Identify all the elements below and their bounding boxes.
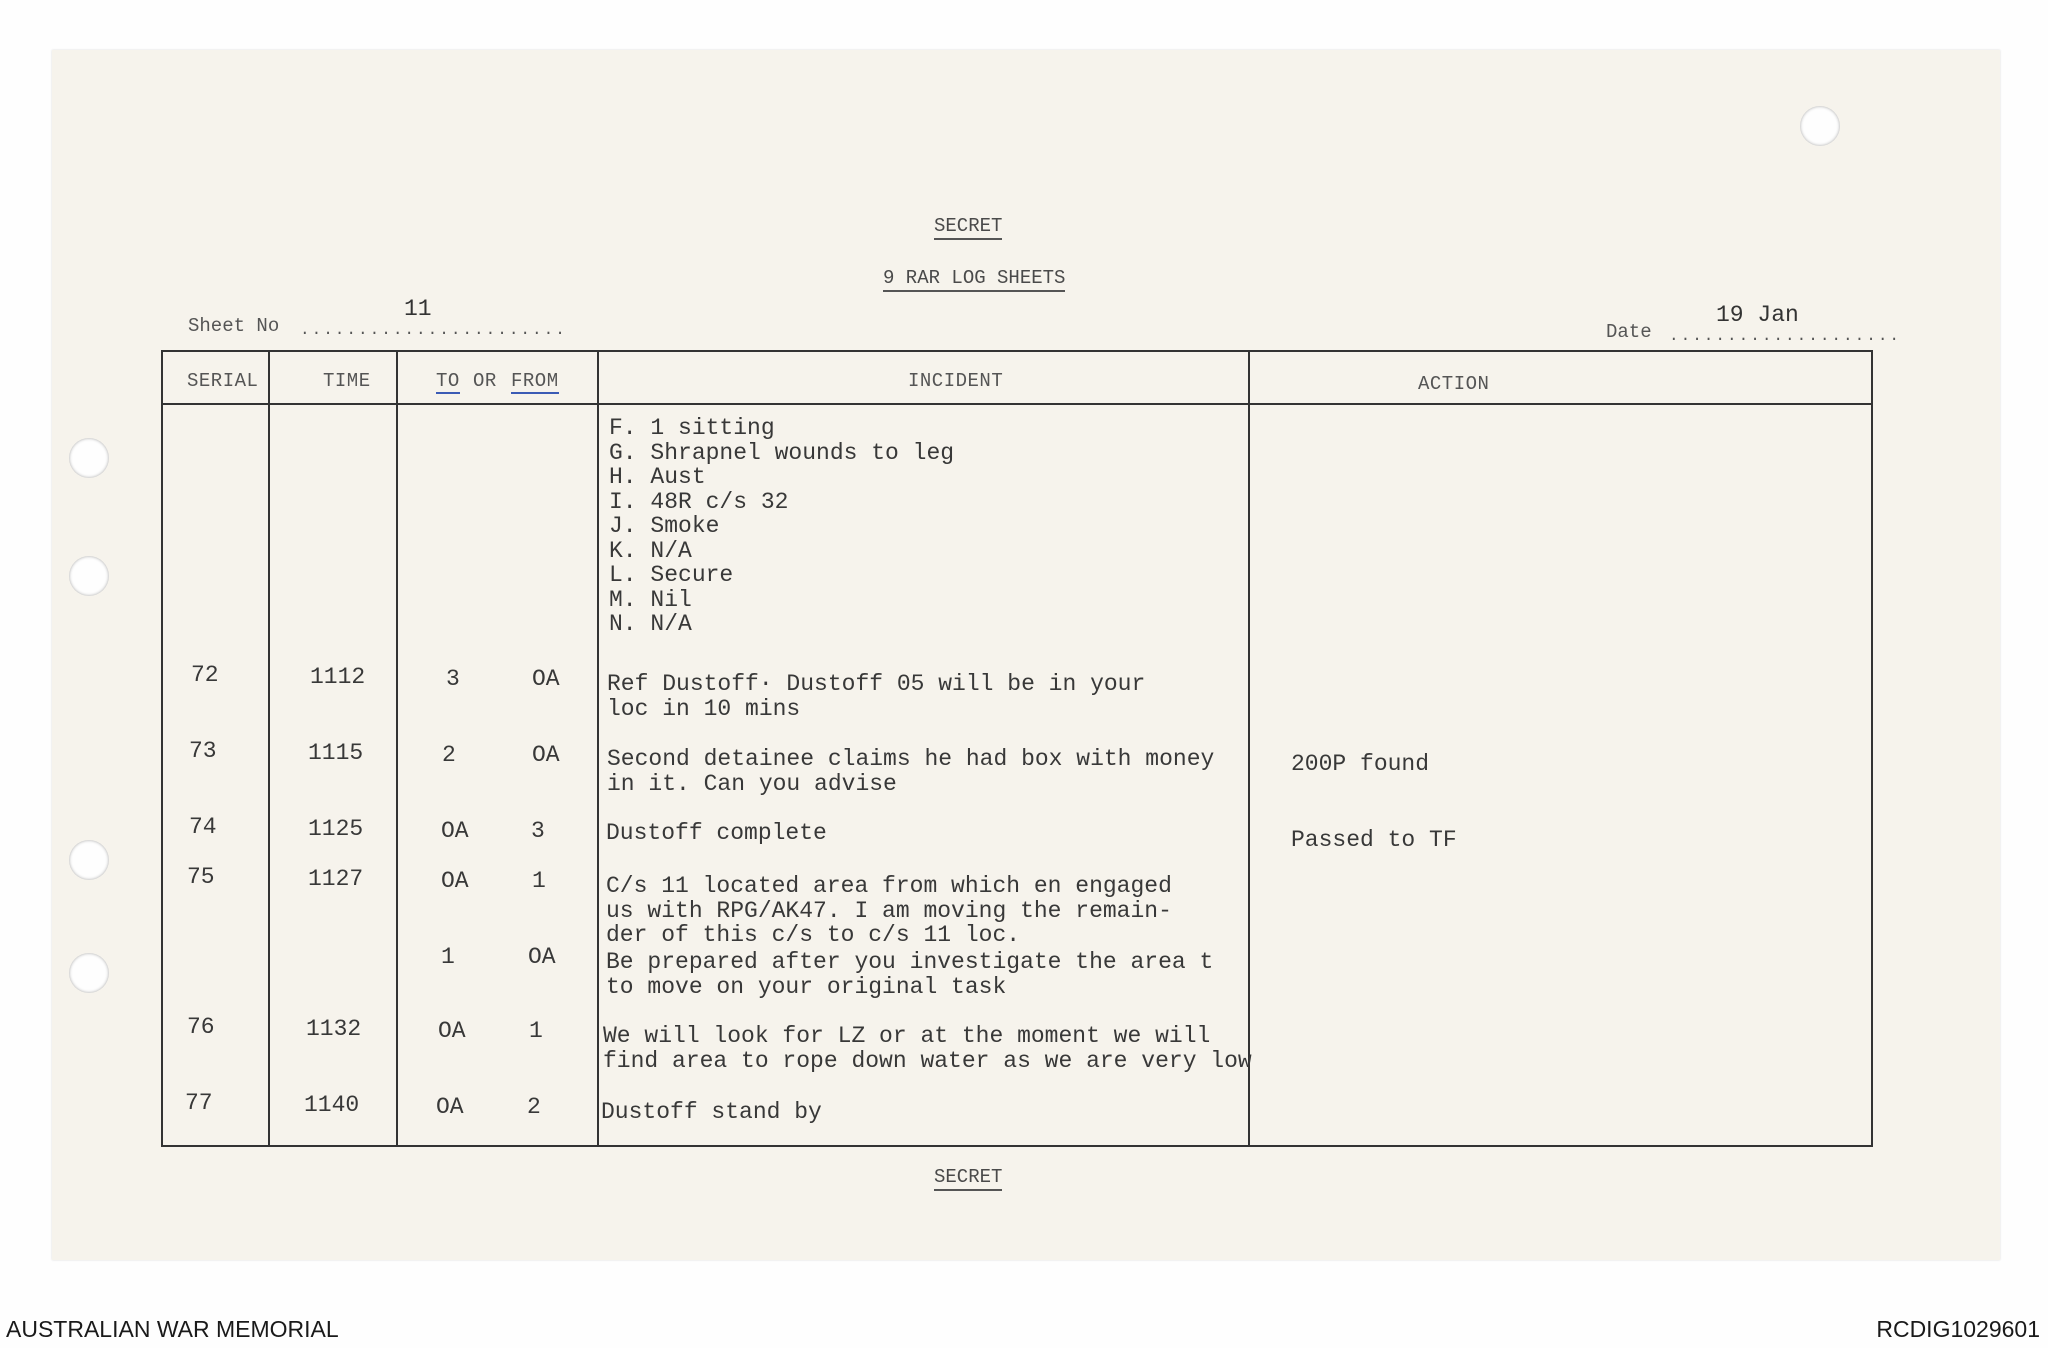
time-cell: 1140 <box>304 1092 360 1118</box>
sheet-no-label: Sheet No <box>188 315 280 337</box>
to-cell: OA <box>436 1094 464 1120</box>
classification-bottom: SECRET <box>934 1166 1002 1191</box>
incident-line: G. Shrapnel wounds to leg <box>609 439 955 466</box>
col-header-action: ACTION <box>1418 373 1490 395</box>
from-cell: 1 <box>532 868 546 894</box>
punch-hole <box>69 438 109 478</box>
incident-line: K. N/A <box>609 537 692 564</box>
incident-line: Be prepared after you investigate the area t <box>606 949 1214 975</box>
from-cell: 1 <box>529 1018 543 1044</box>
incident-cell <box>601 1100 822 1125</box>
col-divider <box>396 350 398 1147</box>
header-rule <box>161 403 1873 405</box>
incident-continued-list <box>609 416 954 637</box>
time-cell: 1112 <box>310 664 366 690</box>
incident-line: der of this c/s to c/s 11 loc. <box>606 922 1021 948</box>
col-divider <box>597 350 599 1147</box>
col-header-from: FROM <box>511 370 559 392</box>
punch-hole <box>69 556 109 596</box>
incident-line: M. Nil <box>609 586 692 613</box>
date-value: 19 Jan <box>1716 302 1799 328</box>
action-cell: 200P found <box>1291 751 1430 777</box>
incident-line: We will look for LZ or at the moment we will <box>603 1023 1211 1049</box>
col-header-to: TO <box>436 370 460 392</box>
to-cell: 1 <box>441 944 455 970</box>
from-cell: OA <box>532 666 560 692</box>
action-cell: Passed to TF <box>1291 827 1457 853</box>
page-title: 9 RAR LOG SHEETS <box>883 267 1065 292</box>
col-header-or: OR <box>473 370 497 392</box>
from-cell: OA <box>528 944 556 970</box>
punch-hole <box>69 840 109 880</box>
incident-line: I. 48R c/s 32 <box>609 488 789 515</box>
to-cell: OA <box>441 818 469 844</box>
sheet-no-dots: ....................... <box>300 321 567 339</box>
punch-hole <box>69 953 109 993</box>
punch-hole <box>1800 106 1840 146</box>
time-cell: 1132 <box>306 1016 362 1042</box>
col-header-serial: SERIAL <box>187 370 259 392</box>
serial-cell: 74 <box>189 814 217 840</box>
incident-cell <box>607 747 1214 796</box>
incident-cell <box>607 672 1145 721</box>
incident-line: to move on your original task <box>606 973 1007 1000</box>
serial-cell: 72 <box>191 662 219 688</box>
incident-line: Dustoff complete <box>606 820 827 846</box>
col-header-incident: INCIDENT <box>908 370 1004 392</box>
incident-cell <box>606 950 1213 999</box>
incident-cell <box>603 1024 1252 1073</box>
time-cell: 1115 <box>308 740 364 766</box>
incident-line: Dustoff stand by <box>601 1099 822 1125</box>
date-dots: .................... <box>1669 327 1902 345</box>
incident-line: loc in 10 mins <box>607 695 801 722</box>
col-divider <box>268 350 270 1147</box>
serial-cell: 75 <box>187 864 215 890</box>
incident-line: C/s 11 located area from which en engaged <box>606 873 1172 899</box>
incident-cell <box>606 821 827 846</box>
classification-top: SECRET <box>934 215 1002 240</box>
incident-line: H. Aust <box>609 464 706 490</box>
to-cell: OA <box>441 868 469 894</box>
col-header-time: TIME <box>323 370 371 392</box>
incident-line: Second detainee claims he had box with money <box>607 746 1215 772</box>
sheet-no-value: 11 <box>404 296 432 322</box>
from-cell: 3 <box>531 818 545 844</box>
from-cell: 2 <box>527 1094 541 1120</box>
to-cell: OA <box>438 1018 466 1044</box>
incident-line: Ref Dustoff· Dustoff 05 will be in your <box>607 671 1146 697</box>
incident-line: us with RPG/AK47. I am moving the remain- <box>606 897 1172 924</box>
to-cell: 2 <box>442 742 456 768</box>
serial-cell: 77 <box>185 1090 213 1116</box>
archive-id: RCDIG1029601 <box>1876 1316 2040 1342</box>
serial-cell: 73 <box>189 738 217 764</box>
incident-line: N. N/A <box>609 611 692 637</box>
time-cell: 1127 <box>308 866 364 892</box>
incident-line: J. Smoke <box>609 513 720 539</box>
serial-cell: 76 <box>187 1014 215 1040</box>
to-cell: 3 <box>446 666 460 692</box>
incident-line: find area to rope down water as we are very low <box>603 1047 1252 1074</box>
archive-credit: AUSTRALIAN WAR MEMORIAL <box>6 1316 339 1342</box>
from-cell: OA <box>532 742 560 768</box>
incident-line: L. Secure <box>609 562 734 588</box>
incident-line: F. 1 sitting <box>609 415 775 441</box>
incident-line: in it. Can you advise <box>607 770 897 797</box>
time-cell: 1125 <box>308 816 364 842</box>
date-label: Date <box>1606 321 1652 343</box>
incident-cell <box>606 874 1172 948</box>
